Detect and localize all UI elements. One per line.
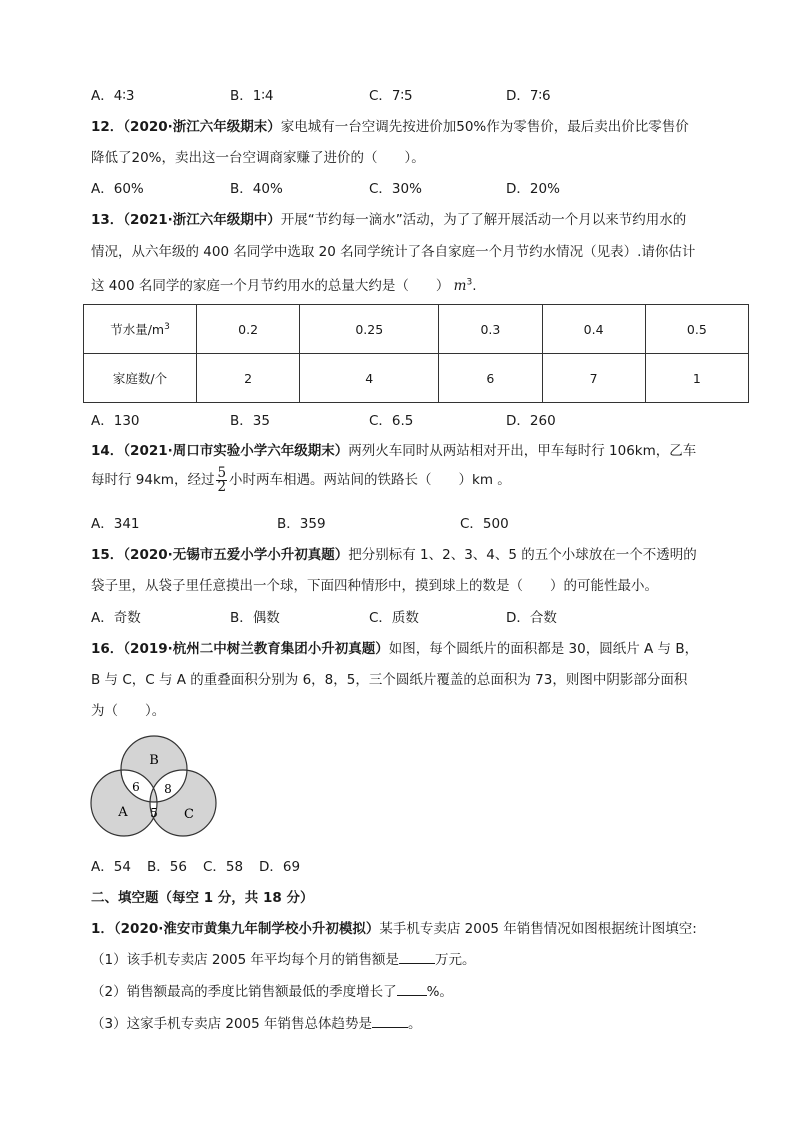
overlap-value-bc: 8 xyxy=(164,782,172,796)
table-row xyxy=(84,354,749,403)
q13-option-d[interactable]: D．260 xyxy=(506,413,556,429)
q15-text1: 把分别标有 1、2、3、4、5 的五个小球放在一个不透明的 xyxy=(348,547,697,563)
row1-label: 节水量/m xyxy=(110,322,165,337)
q13-source: （2021·浙江六年级期中） xyxy=(123,212,281,228)
q12-stem-line1 xyxy=(91,115,689,135)
q12-option-b[interactable]: B．40% xyxy=(230,181,283,197)
q14-text1: 两列火车同时从两站相对开出，甲车每时行 106km，乙车 xyxy=(348,443,697,459)
overlap-value-ab: 6 xyxy=(132,780,140,794)
table-cell: 0.4 xyxy=(542,305,645,354)
row1-label-sup: 3 xyxy=(164,321,170,332)
q12-text1: 家电城有一台空调先按进价加50%作为零售价，最后卖出价比零售价 xyxy=(280,119,689,135)
q12-number: 12． xyxy=(91,119,124,135)
table-cell: 0.3 xyxy=(439,305,542,354)
q14-option-b[interactable]: B．359 xyxy=(277,516,326,532)
f1-source: （2020·淮安市黄集九年制学校小升初模拟） xyxy=(113,921,380,937)
answer-blank[interactable] xyxy=(372,1015,408,1028)
table-header-cell xyxy=(84,305,197,354)
q14-option-c[interactable]: C．500 xyxy=(460,516,509,532)
q12-options xyxy=(91,177,731,195)
q16-number: 16． xyxy=(91,641,124,657)
f1-number: 1． xyxy=(91,921,114,937)
table-cell: 6 xyxy=(439,354,542,403)
water-saving-table xyxy=(83,304,749,403)
q14-stem-line1 xyxy=(91,439,696,459)
f1-sub1-text: （1）该手机专卖店 2005 年平均每个月的销售额是 xyxy=(91,952,400,968)
q14-stem-line2 xyxy=(91,466,511,494)
label-b: B xyxy=(149,753,159,768)
q16-option-c[interactable]: C．58 xyxy=(203,859,244,875)
q16-option-a[interactable]: A．54 xyxy=(91,859,131,875)
q14-options xyxy=(91,512,731,530)
q12-option-c[interactable]: C．30% xyxy=(369,181,422,197)
table-cell: 7 xyxy=(542,354,645,403)
q16-option-b[interactable]: B．56 xyxy=(147,859,187,875)
q16-option-d[interactable]: D．69 xyxy=(259,859,301,875)
q14-source: （2021·周口市实验小学六年级期末） xyxy=(123,443,349,459)
q13-number: 13． xyxy=(91,212,124,228)
table-header-cell: 家庭数/个 xyxy=(84,354,197,403)
f1-sub3 xyxy=(91,1012,422,1032)
label-c: C xyxy=(184,807,194,822)
q13-stem-line1 xyxy=(91,208,686,228)
q12-stem-line2: 降低了20%，卖出这一台空调商家赚了进价的（ ）。 xyxy=(91,150,425,166)
q16-text1: 如图，每个圆纸片的面积都是 30，圆纸片 A 与 B， xyxy=(388,641,699,657)
q15-number: 15． xyxy=(91,547,124,563)
table-cell: 1 xyxy=(645,354,748,403)
f1-sub2-text: （2）销售额最高的季度比销售额最低的季度增长了 xyxy=(91,984,397,1000)
table-cell: 0.5 xyxy=(645,305,748,354)
q16-source: （2019·杭州二中树兰教育集团小升初真题） xyxy=(123,641,389,657)
f1-sub3-end: 。 xyxy=(408,1016,422,1032)
q15-source: （2020·无锡市五爱小学小升初真题） xyxy=(123,547,349,563)
q13-option-b[interactable]: B．35 xyxy=(230,413,270,429)
q12-option-d[interactable]: D．20% xyxy=(506,181,560,197)
fraction-denominator: 2 xyxy=(217,478,227,495)
q13-stem-line3 xyxy=(91,274,477,294)
answer-blank[interactable] xyxy=(397,983,427,996)
q11-options xyxy=(91,84,731,102)
q16-stem-line3: 为（ ）。 xyxy=(91,703,166,719)
q13-unit: m xyxy=(453,278,467,294)
q13-stem-line2: 情况，从六年级的 400 名同学中选取 20 名同学统计了各自家庭一个月节约水情况（见表）.请你估计 xyxy=(91,244,696,260)
venn-diagram xyxy=(90,733,225,843)
f1-sub2-unit: %。 xyxy=(426,984,453,1000)
q14-option-a[interactable]: A．341 xyxy=(91,516,140,532)
q13-unit-sup: 3 xyxy=(466,277,473,288)
q14-number: 14． xyxy=(91,443,124,459)
q12-source: （2020·浙江六年级期末） xyxy=(123,119,281,135)
table-cell: 2 xyxy=(197,354,300,403)
q13-text3: 这 400 名同学的家庭一个月节约用水的总量大约是（ ） xyxy=(91,278,450,294)
q13-options xyxy=(91,409,731,427)
q11-option-b[interactable]: B．1∶4 xyxy=(230,88,274,104)
q11-option-c[interactable]: C．7∶5 xyxy=(369,88,413,104)
q14-fraction xyxy=(216,464,227,495)
q15-options xyxy=(91,606,731,624)
f1-sub3-text: （3）这家手机专卖店 2005 年销售总体趋势是 xyxy=(91,1016,373,1032)
q15-option-a[interactable]: A．奇数 xyxy=(91,610,141,626)
f1-sub2 xyxy=(91,980,453,1000)
table-cell: 4 xyxy=(300,354,439,403)
label-a: A xyxy=(118,805,128,820)
table-row xyxy=(84,305,749,354)
overlap-value-ca: 5 xyxy=(150,806,158,820)
q11-option-d[interactable]: D．7∶6 xyxy=(506,88,551,104)
q13-text1: 开展“节约每一滴水”活动，为了了解开展活动一个月以来节约用水的 xyxy=(280,212,687,228)
q12-option-a[interactable]: A．60% xyxy=(91,181,144,197)
q15-option-b[interactable]: B．偶数 xyxy=(230,610,280,626)
q11-option-a[interactable]: A．4∶3 xyxy=(91,88,135,104)
q15-option-d[interactable]: D．合数 xyxy=(506,610,557,626)
f1-sub1-unit: 万元。 xyxy=(435,952,476,968)
q16-options xyxy=(91,855,731,873)
f1-text1: 某手机专卖店 2005 年销售情况如图根据统计图填空: xyxy=(379,921,697,937)
q15-option-c[interactable]: C．质数 xyxy=(369,610,419,626)
q13-end: . xyxy=(472,278,477,294)
fraction-numerator: 5 xyxy=(217,464,227,481)
table-cell: 0.25 xyxy=(300,305,439,354)
table-cell: 0.2 xyxy=(197,305,300,354)
section-title: 二、填空题（每空 1 分，共 18 分） xyxy=(91,890,314,906)
q16-stem-line2: B 与 C，C 与 A 的重叠面积分别为 6，8，5，三个圆纸片覆盖的总面积为 73，则图中阴影部分面积 xyxy=(91,672,688,688)
f1-stem-line1 xyxy=(91,917,697,937)
q14-text2a: 每时行 94km，经过 xyxy=(91,472,215,488)
q15-stem-line1 xyxy=(91,543,697,563)
answer-blank[interactable] xyxy=(399,951,435,964)
q13-option-c[interactable]: C．6.5 xyxy=(369,413,414,429)
q15-stem-line2: 袋子里，从袋子里任意摸出一个球，下面四种情形中，摸到球上的数是（ ）的可能性最小。 xyxy=(91,578,658,594)
q14-text2b: 小时两车相遇。两站间的铁路长（ ）km 。 xyxy=(229,472,511,488)
f1-sub1 xyxy=(91,948,476,968)
q16-stem-line1 xyxy=(91,637,698,657)
q13-option-a[interactable]: A．130 xyxy=(91,413,140,429)
